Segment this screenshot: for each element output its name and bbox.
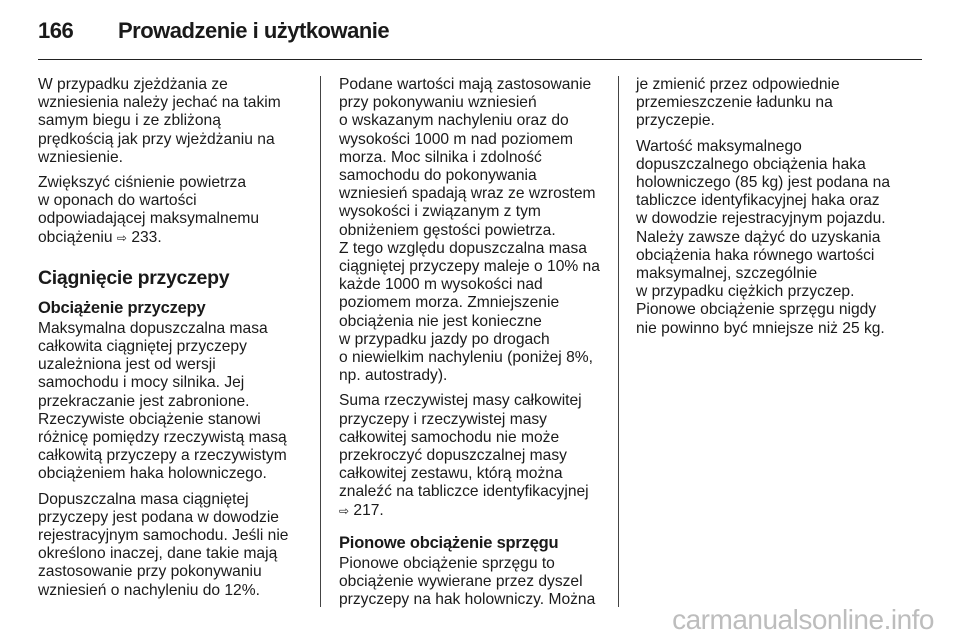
paragraph-altitude: [339, 76, 601, 385]
text-line: Pionowe obciążenie sprzęgu to: [339, 554, 555, 572]
text-line: Maksymalna dopuszczalna masa: [38, 319, 268, 337]
text-line: morza. Moc silnika i zdolność: [339, 148, 542, 166]
text-line: Suma rzeczywistej masy całkowitej: [339, 392, 582, 410]
text-line: obciążenia haka równego wartości: [636, 246, 875, 264]
text-fragment: obciążeniu: [38, 228, 113, 246]
text-line: samochodu do pokonywania: [339, 167, 537, 185]
column-2: [339, 76, 601, 616]
text-line: zastosowanie przy pokonywaniu: [38, 563, 262, 581]
page-reference-link[interactable]: 217.: [353, 501, 384, 519]
text-line: Wartość maksymalnego: [636, 137, 802, 155]
text-line: Należy zawsze dążyć do uzyskania: [636, 228, 881, 246]
subsection-heading: Obciążenie przyczepy: [38, 298, 206, 317]
text-line: wzniesień spadają wraz ze wzrostem: [339, 185, 596, 203]
text-line: w dowodzie rejestracyjnym pojazdu.: [636, 210, 886, 228]
text-line: przemieszczenie ładunku na: [636, 94, 833, 112]
text-line: Z tego względu dopuszczalna masa: [339, 239, 587, 257]
text-line: Podane wartości mają zastosowanie: [339, 76, 592, 93]
text-line: określono inaczej, dane takie mają: [38, 545, 278, 563]
paragraph-permissible-mass: [38, 491, 300, 600]
page-reference-arrow-icon: ⇨: [339, 503, 350, 518]
text-line: całkowitej samochodu nie może: [339, 428, 560, 446]
text-line: przekroczyć dopuszczalnej masy: [339, 447, 567, 465]
text-line: w przypadku jazdy po drogach: [339, 330, 550, 348]
text-line: obciążenia nie jest konieczne: [339, 312, 542, 330]
text-line: przyczepie.: [636, 112, 715, 130]
text-line: całkowitą przyczepy a rzeczywistym: [38, 447, 287, 465]
text-line: dopuszczalnego obciążenia haka: [636, 155, 866, 173]
text-line: wzniesienia należy jechać na takim: [38, 94, 281, 112]
text-line: każde 1000 m wysokości nad: [339, 276, 543, 294]
text-line: nie powinno być mniejsze niż 25 kg.: [636, 319, 885, 337]
text-line: poziomem morza. Zmniejszenie: [339, 294, 560, 312]
text-line: je zmienić przez odpowiednie: [636, 76, 840, 93]
paragraph-max-hitch-load: [636, 138, 906, 338]
paragraph-vertical-load: [339, 555, 601, 610]
header-rule: [38, 59, 922, 60]
page-reference-arrow-icon: ⇨: [116, 230, 127, 245]
text-line: maksymalnej, szczególnie: [636, 265, 818, 283]
text-line: wzniesień o nachyleniu do 12%.: [38, 581, 260, 599]
text-line: przyczepy na hak holowniczy. Można: [339, 591, 596, 609]
text-line: o niewielkim nachyleniu (poniżej 8%,: [339, 349, 593, 367]
column-divider-2: [618, 76, 619, 607]
page-title: Prowadzenie i użytkowanie: [118, 18, 390, 43]
text-line: Zwiększyć ciśnienie powietrza: [38, 174, 246, 192]
text-line: całkowitej zestawu, którą można: [339, 465, 563, 483]
text-line: W przypadku zjeżdżania ze: [38, 76, 228, 93]
column-1: [38, 76, 300, 607]
column-divider-1: [320, 76, 321, 607]
text-line: obciążenie wywierane przez dyszel: [339, 573, 583, 591]
text-line: przyczepy i rzeczywistej masy: [339, 410, 547, 428]
text-line: w oponach do wartości: [38, 192, 197, 210]
text-line: różnicę pomiędzy rzeczywistą masą: [38, 429, 287, 447]
text-line: znaleźć na tabliczce identyfikacyjnej: [339, 483, 589, 501]
text-line: Dopuszczalna masa ciągniętej: [38, 490, 249, 508]
text-line: przy pokonywaniu wzniesień: [339, 94, 537, 112]
text-line: np. autostrady).: [339, 367, 448, 385]
text-line: wysokości i związanym z tym: [339, 203, 541, 221]
text-line: wysokości 1000 m nad poziomem: [339, 130, 574, 148]
text-line: uzależniona jest od wersji: [38, 356, 216, 374]
text-line: holowniczego (85 kg) jest podana na: [636, 174, 890, 192]
text-line: prędkością jak przy wjeżdżaniu na: [38, 130, 275, 148]
column-3: [636, 76, 906, 345]
text-line: samym biegu i ze zbliżoną: [38, 112, 221, 130]
text-line: odpowiadającej maksymalnemu: [38, 210, 260, 228]
paragraph-load-distribution: [636, 76, 906, 131]
paragraph-tyre-pressure: [38, 174, 300, 247]
text-line: o wskazanym nachyleniu oraz do: [339, 112, 569, 130]
text-line: w przypadku ciężkich przyczep.: [636, 283, 855, 301]
paragraph-combined-mass: [339, 392, 601, 519]
paragraph-downhill: [38, 76, 300, 167]
text-line: samochodu i mocy silnika. Jej: [38, 374, 245, 392]
text-line: [339, 502, 601, 520]
text-line: przekraczanie jest zabronione.: [38, 392, 250, 410]
paragraph-max-mass: [38, 320, 300, 484]
text-line: wzniesienie.: [38, 148, 123, 166]
text-line: Pionowe obciążenie sprzęgu nigdy: [636, 301, 877, 319]
subsection-heading: Pionowe obciążenie sprzęgu: [339, 533, 559, 552]
text-line: rejestracyjnym samochodu. Jeśli nie: [38, 527, 289, 545]
section-heading: Ciągnięcie przyczepy: [38, 266, 230, 289]
text-line: obciążeniem haka holowniczego.: [38, 465, 267, 483]
text-line: [38, 229, 300, 247]
text-line: całkowita ciągniętej przyczepy: [38, 338, 247, 356]
watermark: carmanualsonline.info: [672, 604, 934, 635]
page-reference-link[interactable]: 233.: [131, 228, 162, 246]
text-line: przyczepy jest podana w dowodzie: [38, 508, 279, 526]
text-line: Rzeczywiste obciążenie stanowi: [38, 410, 261, 428]
page-number: 166: [38, 18, 74, 43]
page-header: [38, 18, 922, 48]
text-line: obniżeniem gęstości powietrza.: [339, 221, 556, 239]
text-line: ciągniętej przyczepy maleje o 10% na: [339, 258, 600, 276]
text-line: tabliczce identyfikacyjnej haka oraz: [636, 192, 880, 210]
